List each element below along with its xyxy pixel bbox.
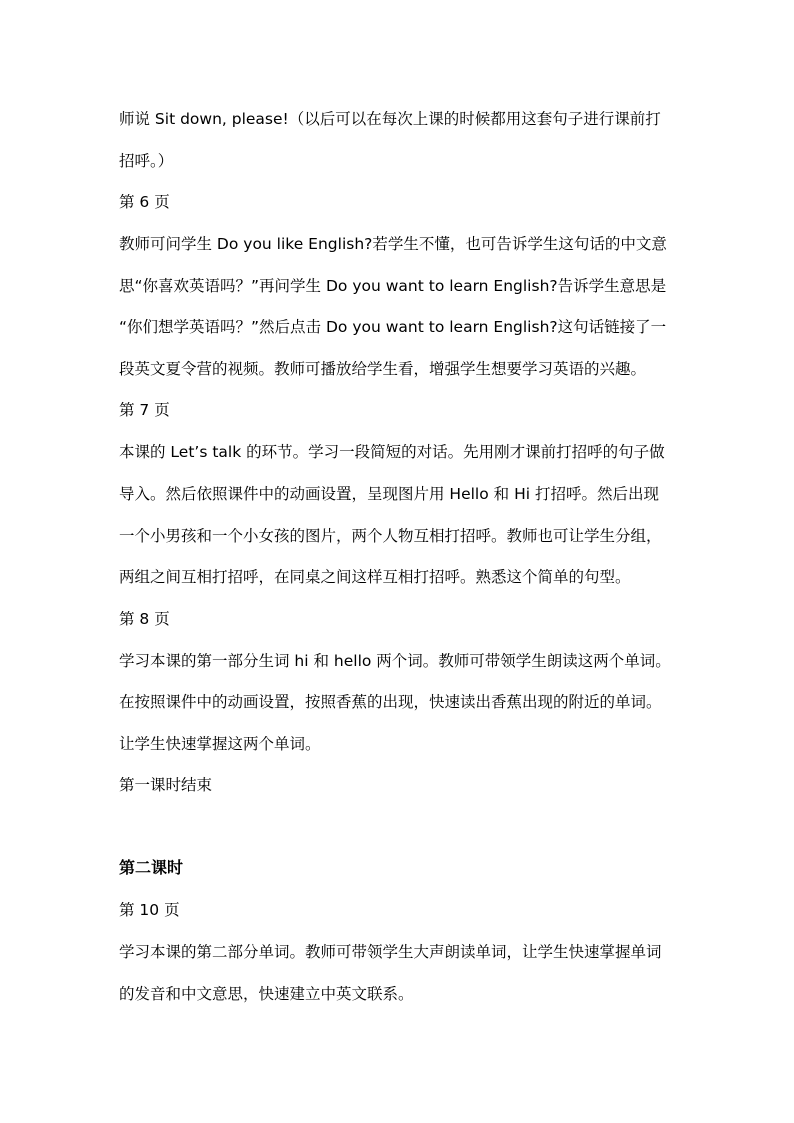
- paragraph-line: 本课的 Let’s talk 的环节。学习一段简短的对话。先用刚才课前打招呼的句子做: [119, 443, 665, 461]
- paragraph-line: 一个小男孩和一个小女孩的图片，两个人物互相打招呼。教师也可让学生分组，: [119, 527, 662, 545]
- paragraph-line: 导入。然后依照课件中的动画设置，呈现图片用 Hello 和 Hi 打招呼。然后出现: [119, 485, 659, 503]
- paragraph-line: 段英文夏令营的视频。教师可播放给学生看，增强学生想要学习英语的兴趣。: [119, 360, 647, 378]
- page-label: 第 10 页: [119, 901, 180, 919]
- paragraph-line: 的发音和中文意思，快速建立中英文联系。: [119, 985, 414, 1003]
- page-label: 第 6 页: [119, 193, 170, 211]
- paragraph-line: 思“你喜欢英语吗？”再问学生 Do you want to learn English?告诉学生意思是: [119, 277, 667, 295]
- paragraph-line: “你们想学英语吗？”然后点击 Do you want to learn English?这句话链接了一: [119, 318, 667, 336]
- section-heading: 第二课时: [119, 858, 184, 877]
- paragraph-line: 让学生快速掌握这两个单词。: [119, 735, 321, 753]
- paragraph-line: 学习本课的第二部分单词。教师可带领学生大声朗读单词，让学生快速掌握单词: [119, 943, 662, 961]
- paragraph-line: 两组之间互相打招呼，在同桌之间这样互相打招呼。熟悉这个简单的句型。: [119, 568, 631, 586]
- paragraph-line: 教师可问学生 Do you like English?若学生不懂，也可告诉学生这句话的中文意: [119, 235, 667, 253]
- paragraph-line: 师说 Sit down, please!（以后可以在每次上课的时候都用这套句子进行课前打: [119, 110, 661, 128]
- section-end-note: 第一课时结束: [119, 776, 213, 794]
- page-label: 第 8 页: [119, 610, 170, 628]
- paragraph-line: 在按照课件中的动画设置，按照香蕉的出现，快速读出香蕉出现的附近的单词。: [119, 693, 662, 711]
- paragraph-line: 招呼。）: [119, 152, 174, 170]
- paragraph-line: 学习本课的第一部分生词 hi 和 hello 两个词。教师可带领学生朗读这两个单词。: [119, 652, 671, 670]
- page-label: 第 7 页: [119, 401, 170, 419]
